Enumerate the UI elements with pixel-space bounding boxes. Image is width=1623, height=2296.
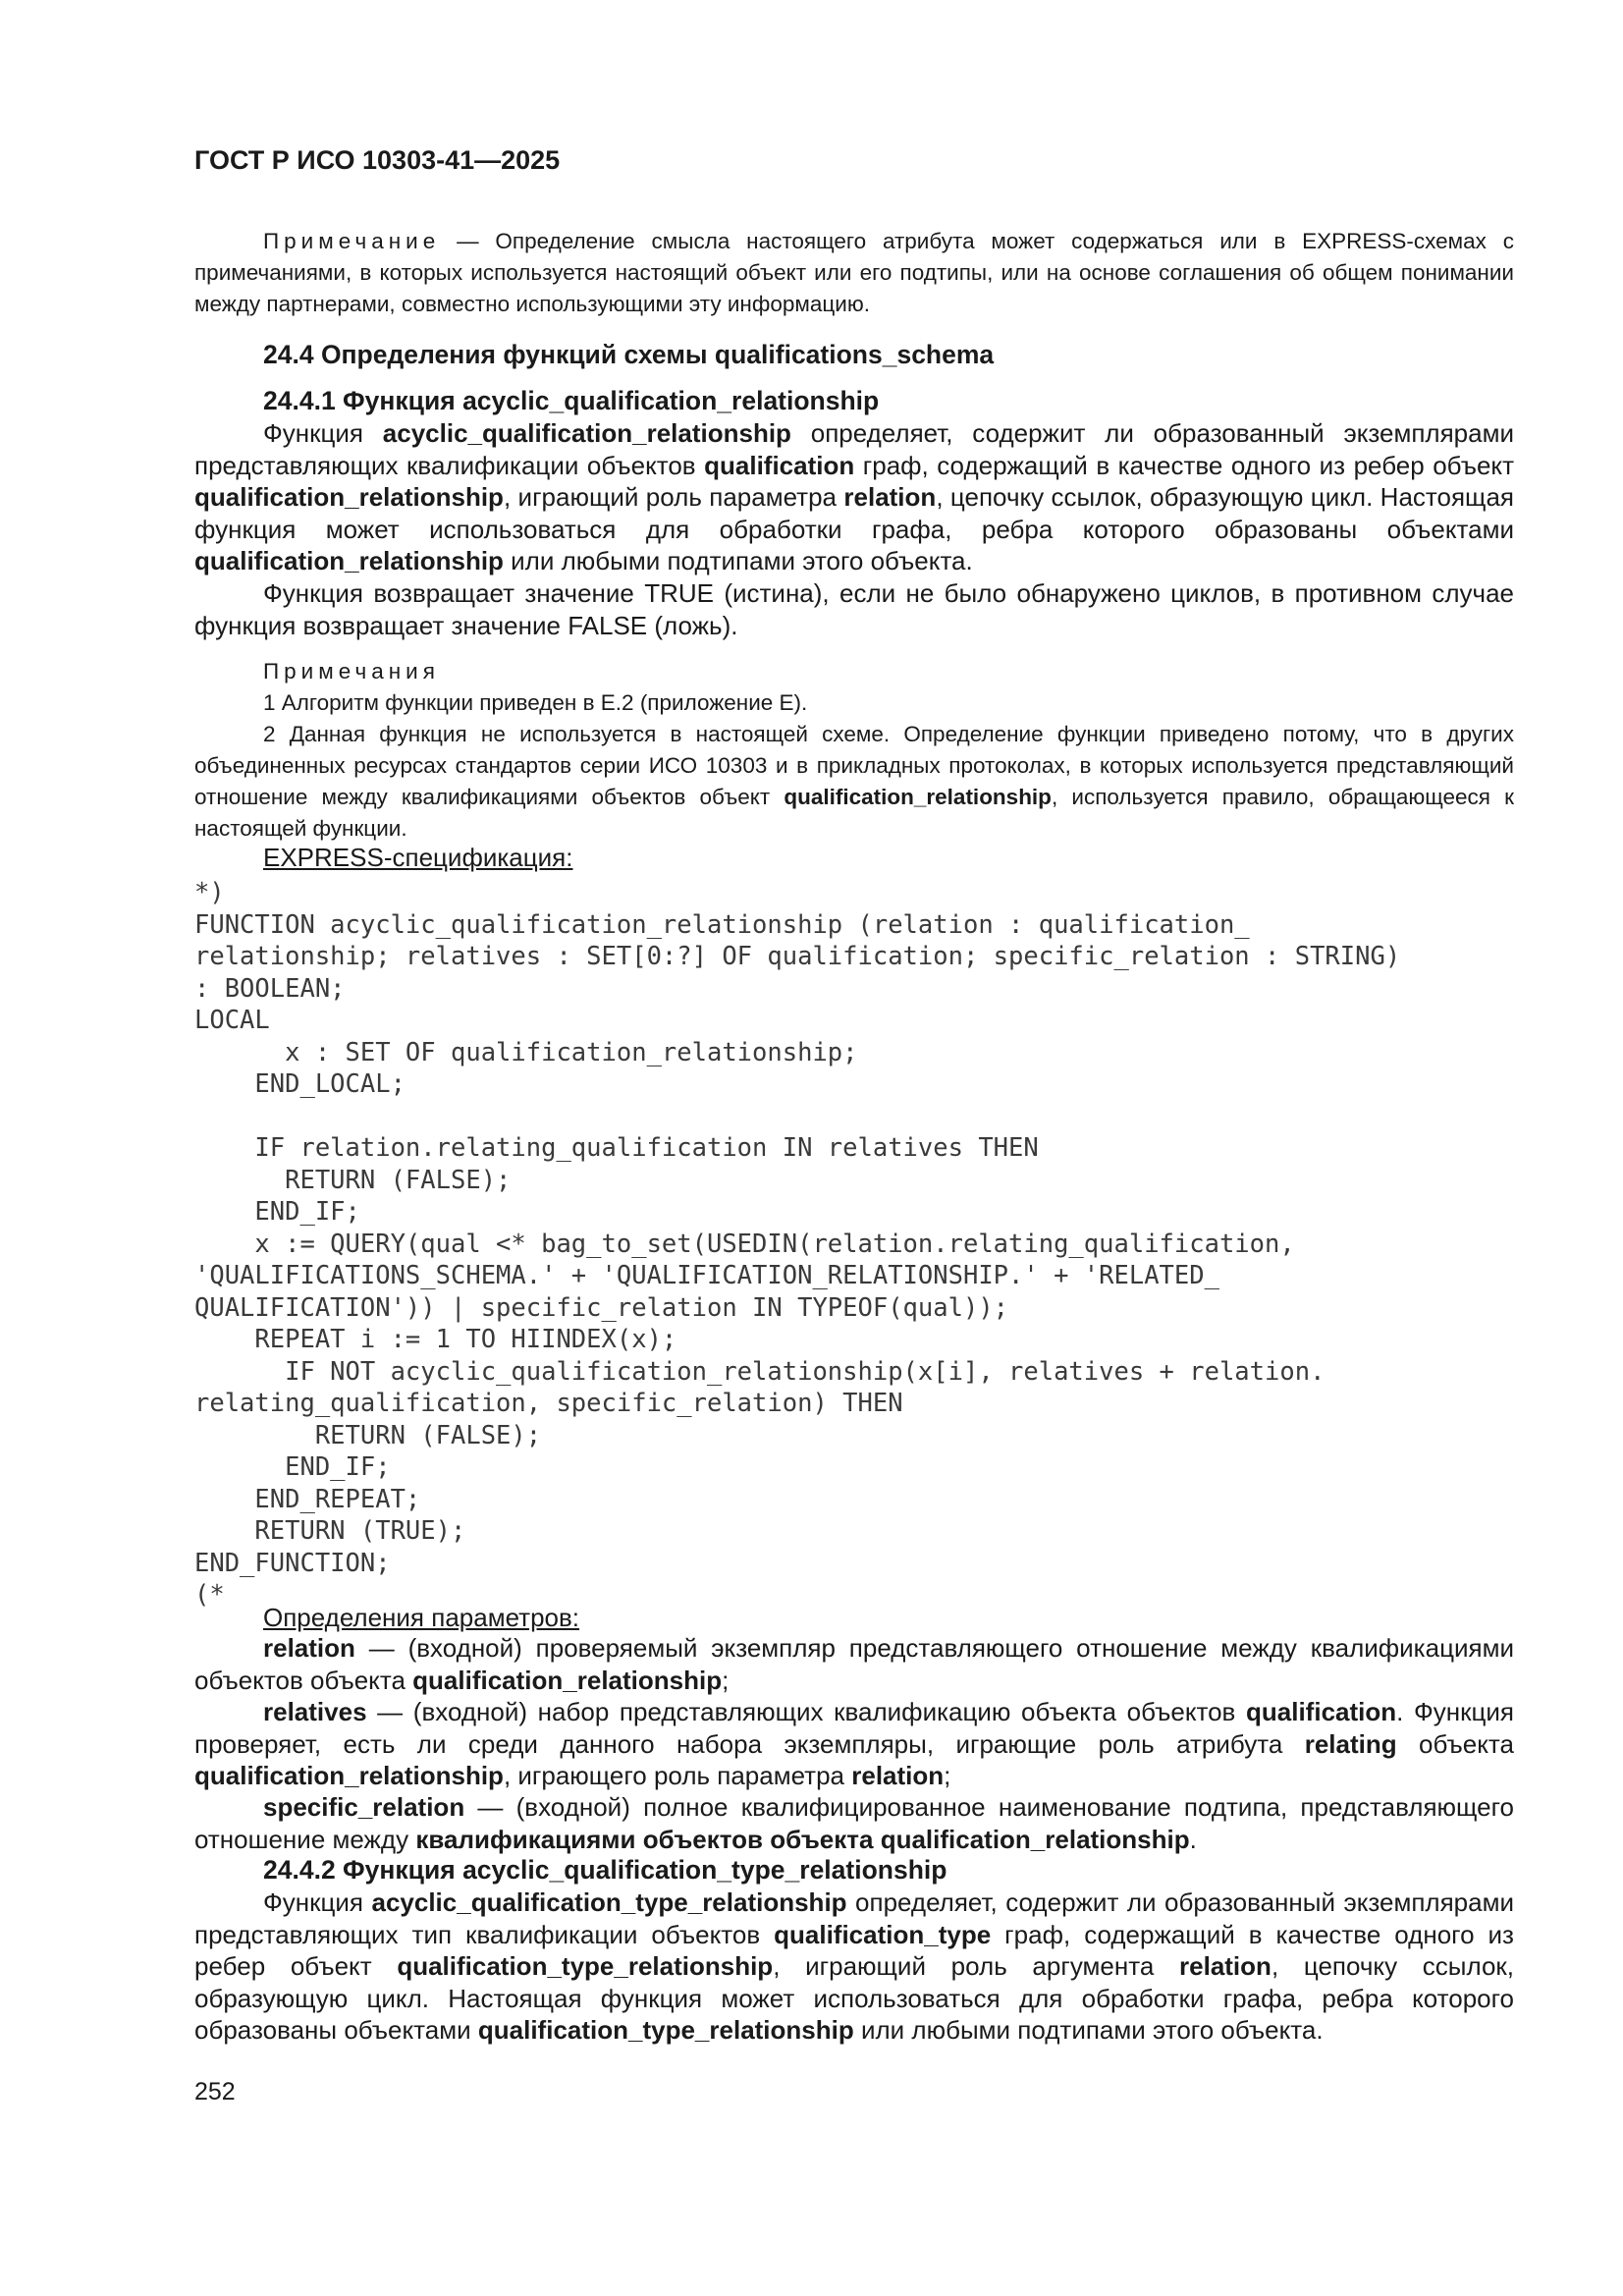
- text: , цепочку ссылок, образующую цикл. Настоящая функция может использоваться для обработки графа, ребра которого образованы объектами: [194, 482, 1514, 544]
- code-line: IF NOT acyclic_qualification_relationship(x[i], relatives + relation.: [194, 1356, 1325, 1387]
- text: — (входной) проверяемый экземпляр представляющего отношение между квалификациями объектов объекта: [194, 1633, 1514, 1695]
- express-spec-label: EXPRESS-спецификация:: [263, 843, 573, 872]
- note-item-2: [194, 719, 1514, 845]
- parameters-label: Определения параметров:: [263, 1603, 580, 1632]
- code-line: END_IF;: [194, 1197, 360, 1227]
- code-line: RETURN (TRUE);: [194, 1516, 466, 1546]
- code-line: RETURN (FALSE);: [194, 1420, 542, 1450]
- code-line: END_FUNCTION;: [194, 1548, 391, 1578]
- param-relatives: [194, 1696, 1514, 1792]
- param-relation: [194, 1632, 1514, 1696]
- bold-term: relatives: [263, 1697, 367, 1726]
- bold-term: квалификациями объектов объекта qualification_relationship: [415, 1824, 1190, 1854]
- text: 2 Данная функция не используется в настоящей схеме. Определение функции приведено потому, что в других объединенных ресурсах стандартов серии ИСО 10303 и в прикладных протоколах, в которых используется представляющий отношение между квалификациями объектов объект: [194, 722, 1514, 809]
- text: или любыми подтипами этого объекта.: [853, 2015, 1324, 2045]
- text: — (входной) набор представляющих квалификацию объекта объектов: [366, 1697, 1247, 1726]
- code-line: QUALIFICATION')) | specific_relation IN TYPEOF(qual));: [194, 1292, 1009, 1323]
- code-line: END_IF;: [194, 1452, 391, 1482]
- code-line: (*: [194, 1580, 225, 1610]
- text: объекта: [1396, 1728, 1514, 1759]
- notes-label: [263, 656, 1514, 687]
- param-specific-relation: [194, 1791, 1514, 1855]
- code-line: 'QUALIFICATIONS_SCHEMA.' + 'QUALIFICATION_RELATIONSHIP.' + 'RELATED_: [194, 1261, 1219, 1290]
- bold-term: relation: [843, 482, 937, 512]
- section-heading-24-4-2: 24.4.2 Функция acyclic_qualification_type_relationship: [263, 1855, 947, 1885]
- text: .: [1189, 1824, 1197, 1854]
- note-item-1: 1 Алгоритм функции приведен в Е.2 (приложение Е).: [263, 690, 808, 715]
- code-line: FUNCTION acyclic_qualification_relationship (relation : qualification_: [194, 909, 1250, 940]
- text: граф, содержащий в качестве одного из ребер объект: [854, 450, 1514, 480]
- bold-term: qualification_relationship: [412, 1665, 723, 1695]
- code-line: IF relation.relating_qualification IN relatives THEN: [194, 1133, 1039, 1163]
- code-line: : BOOLEAN;: [194, 973, 346, 1004]
- express-code-block: [194, 877, 1400, 1612]
- code-line: LOCAL: [194, 1006, 270, 1035]
- bold-term: qualification_relationship: [194, 1761, 504, 1790]
- code-line: [194, 1101, 1400, 1133]
- text: граф, содержащий в качестве одного из ребер объект: [194, 1919, 1514, 1981]
- code-line: END_LOCAL;: [194, 1069, 406, 1099]
- bold-term: qualification: [1246, 1697, 1397, 1726]
- code-line: END_REPEAT;: [194, 1484, 421, 1514]
- text: — (входной) полное квалифицированное наименование подтипа, представляющего отношение между: [194, 1792, 1514, 1854]
- code-line: x : SET OF qualification_relationship;: [194, 1037, 858, 1067]
- bold-term: qualification_type_relationship: [397, 1951, 774, 1981]
- notes-label-text: Примечания: [263, 659, 440, 683]
- bold-term: qualification_relationship: [194, 546, 504, 575]
- note-paragraph: [194, 226, 1514, 320]
- paragraph-type-function-description: [194, 1886, 1514, 2047]
- bold-term: relation: [263, 1633, 355, 1663]
- code-line: relationship; relatives : SET[0:?] OF qualification; specific_relation : STRING): [194, 942, 1401, 971]
- text: или любыми подтипами этого объекта.: [503, 546, 973, 575]
- bold-term: relating: [1304, 1728, 1397, 1759]
- text: , используется правило, обращающееся к настоящей функции.: [194, 785, 1514, 841]
- paragraph-return-value: Функция возвращает значение TRUE (истина), если не было обнаружено циклов, в противном случае функция возвращает значение FALSE (ложь).: [194, 578, 1514, 640]
- bold-term: qualification_type: [774, 1919, 992, 1949]
- bold-term: relation: [1179, 1951, 1271, 1981]
- text: ;: [722, 1665, 730, 1695]
- text: Функция: [263, 418, 383, 448]
- page-number: 252: [194, 2078, 236, 2105]
- text: , цепочку ссылок, образующую цикл. Настоящая функция может использоваться для обработки графа, ребра которого образованы объектами: [194, 1951, 1515, 2045]
- text: , играющий роль аргумента: [773, 1951, 1180, 1981]
- text: , играющего роль параметра: [503, 1761, 852, 1790]
- text: определяет, содержит ли образованный экземплярами представляющих квалификации объектов: [194, 418, 1514, 480]
- document-header: ГОСТ Р ИСО 10303-41—2025: [194, 145, 561, 175]
- paragraph-function-description: [194, 417, 1514, 577]
- bold-term: qualification_relationship: [194, 482, 504, 512]
- bold-term: specific_relation: [263, 1792, 465, 1822]
- note-text: — Определение смысла настоящего атрибута может содержаться или в EXPRESS-схемах с примечаниями, в которых используется настоящий объект или его подтипы, или на основе соглашения об общем понимании между партнерами, совместно использующими эту информацию.: [194, 229, 1514, 316]
- bold-term: qualification: [704, 450, 855, 480]
- code-line: REPEAT i := 1 TO HIINDEX(x);: [194, 1325, 677, 1354]
- bold-term: acyclic_qualification_type_relationship: [371, 1887, 847, 1917]
- bold-term: relation: [851, 1761, 945, 1790]
- text: Функция: [263, 1887, 372, 1917]
- text: , играющий роль параметра: [503, 482, 844, 512]
- text: . Функция проверяет, есть ли среди данного набора экземпляры, играющие роль атрибута: [194, 1697, 1514, 1759]
- code-line: *): [194, 878, 225, 907]
- code-line: x := QUERY(qual <* bag_to_set(USEDIN(relation.relating_qualification,: [194, 1229, 1295, 1259]
- note-label: Примечание: [263, 229, 441, 253]
- section-heading-24-4-1: 24.4.1 Функция acyclic_qualification_relationship: [263, 386, 880, 415]
- code-line: RETURN (FALSE);: [194, 1165, 512, 1195]
- section-heading-24-4: 24.4 Определения функций схемы qualifications_schema: [263, 340, 995, 369]
- text: ;: [944, 1761, 951, 1790]
- text: определяет, содержит ли образованный экземплярами представляющих тип квалификации объектов: [194, 1887, 1515, 1949]
- bold-term: acyclic_qualification_relationship: [382, 418, 791, 448]
- code-line: relating_qualification, specific_relation) THEN: [194, 1389, 903, 1418]
- bold-term: qualification_relationship: [784, 785, 1052, 809]
- bold-term: qualification_type_relationship: [477, 2015, 854, 2045]
